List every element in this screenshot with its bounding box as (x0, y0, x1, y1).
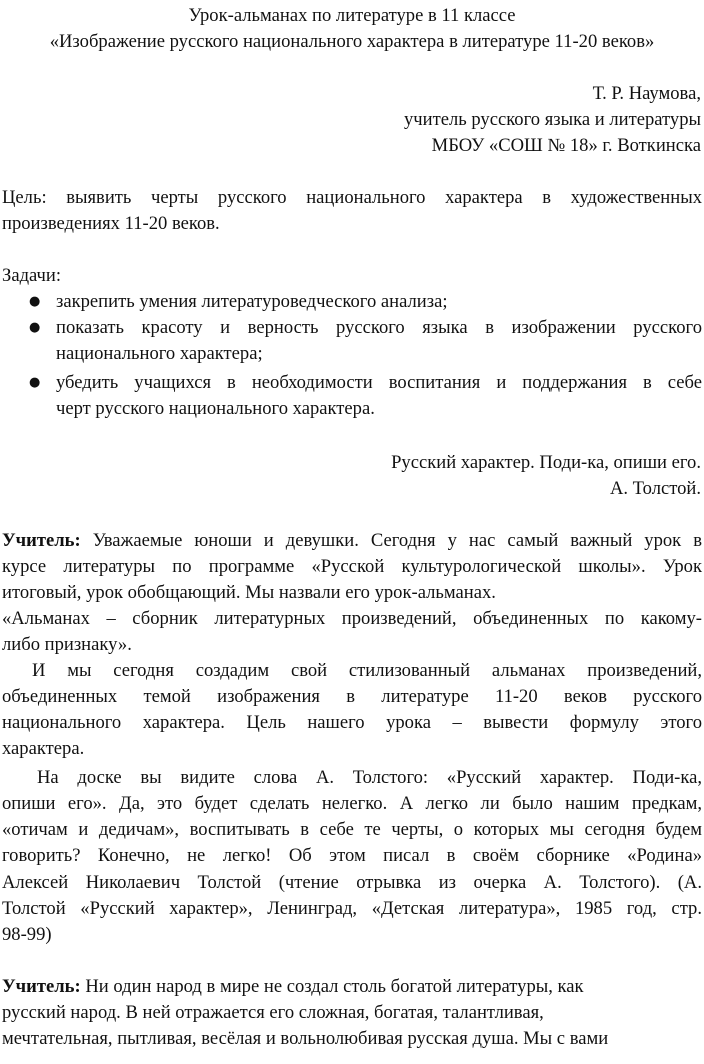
task-item-2-line-2: национального характера; (56, 343, 263, 364)
task-item-3-line-1: убедить учащихся в необходимости воспитания и поддержания в себе (56, 372, 702, 393)
paragraph-3-line-2: опиши его». Да, это будет сделать нелегко. А легко ли было нашим предкам, (2, 793, 702, 814)
teacher-speech-line-1 (2, 528, 702, 554)
speech-text: Уважаемые юноши и девушки. Сегодня у нас самый важный урок в (80, 530, 702, 551)
paragraph-3-line-1: На доске вы видите слова А. Толстого: «Русский характер. Поди-ка, (37, 767, 702, 788)
author-position: учитель русского языка и литературы (403, 109, 701, 130)
bullet-icon: ● (29, 320, 41, 335)
teacher-speech-2-line-2: русский народ. В ней отражается его сложная, богатая, талантливая, (2, 1002, 544, 1023)
paragraph-2-line-1: И мы сегодня создадим свой стилизованный альманах произведений, (32, 660, 702, 681)
task-item-1: закрепить умения литературоведческого анализа; (56, 291, 448, 312)
paragraph-3-line-5: Алексей Николаевич Толстой (чтение отрывка из очерка А. Толстого). (А. (2, 872, 702, 893)
tasks-heading: Задачи: (2, 265, 62, 286)
goal-line-1: Цель: выявить черты русского национального характера в художественных (2, 187, 702, 208)
title-line-2: «Изображение русского национального характера в литературе 11-20 веков» (49, 31, 655, 52)
bullet-icon: ● (29, 375, 41, 390)
paragraph-3-line-3: «отичам и дедичам», воспитывать в себе те черты, о которых мы сегодня будем (2, 819, 702, 840)
epigraph-quote: Русский характер. Поди-ка, опиши его. (391, 452, 701, 473)
teacher-speech-2-line-1 (2, 974, 584, 1000)
speech-text: Ни один народ в мире не создал столь богатой литературы, как (80, 976, 584, 997)
paragraph-2-line-4: характера. (2, 738, 85, 759)
paragraph-2-line-3: национального характера. Цель нашего урока – вывести формулу этого (2, 712, 702, 733)
paragraph-3-line-4: говорить? Конечно, не легко! Об этом писал в своём сборнике «Родина» (2, 845, 702, 866)
speaker-label: Учитель: (2, 976, 81, 997)
teacher-speech-line-3: итоговый, урок обобщающий. Мы назвали его урок-альманах. (2, 582, 496, 603)
author-name: Т. Р. Наумова, (592, 83, 701, 104)
task-item-2-line-1: показать красоту и верность русского языка в изображении русского (56, 317, 702, 338)
paragraph-3-line-7: 98-99) (2, 924, 52, 945)
teacher-speech-2-line-3: мечтательная, пытливая, весёлая и вольнолюбивая русская душа. Мы с вами (2, 1028, 609, 1049)
teacher-speech-line-4: «Альманах – сборник литературных произведений, объединенных по какому- (2, 608, 702, 629)
epigraph-author: А. Толстой. (609, 478, 701, 499)
task-item-3-line-2: черт русского национального характера. (56, 398, 375, 419)
speaker-label: Учитель: (2, 530, 81, 551)
bullet-icon: ● (29, 294, 41, 309)
teacher-speech-line-2: курсе литературы по программе «Русской культурологической школы». Урок (2, 556, 702, 577)
title-line-1: Урок-альманах по литературе в 11 классе (188, 5, 516, 26)
paragraph-3-line-6: Толстой «Русский характер», Ленинград, «Детская литература», 1985 год, стр. (2, 898, 702, 919)
teacher-speech-line-5: либо признаку». (2, 634, 132, 655)
paragraph-2-line-2: объединенных темой изображения в литературе 11-20 веков русского (2, 686, 702, 707)
author-school: МБОУ «СОШ № 18» г. Воткинска (431, 135, 701, 156)
goal-line-2: произведениях 11-20 веков. (2, 213, 220, 234)
